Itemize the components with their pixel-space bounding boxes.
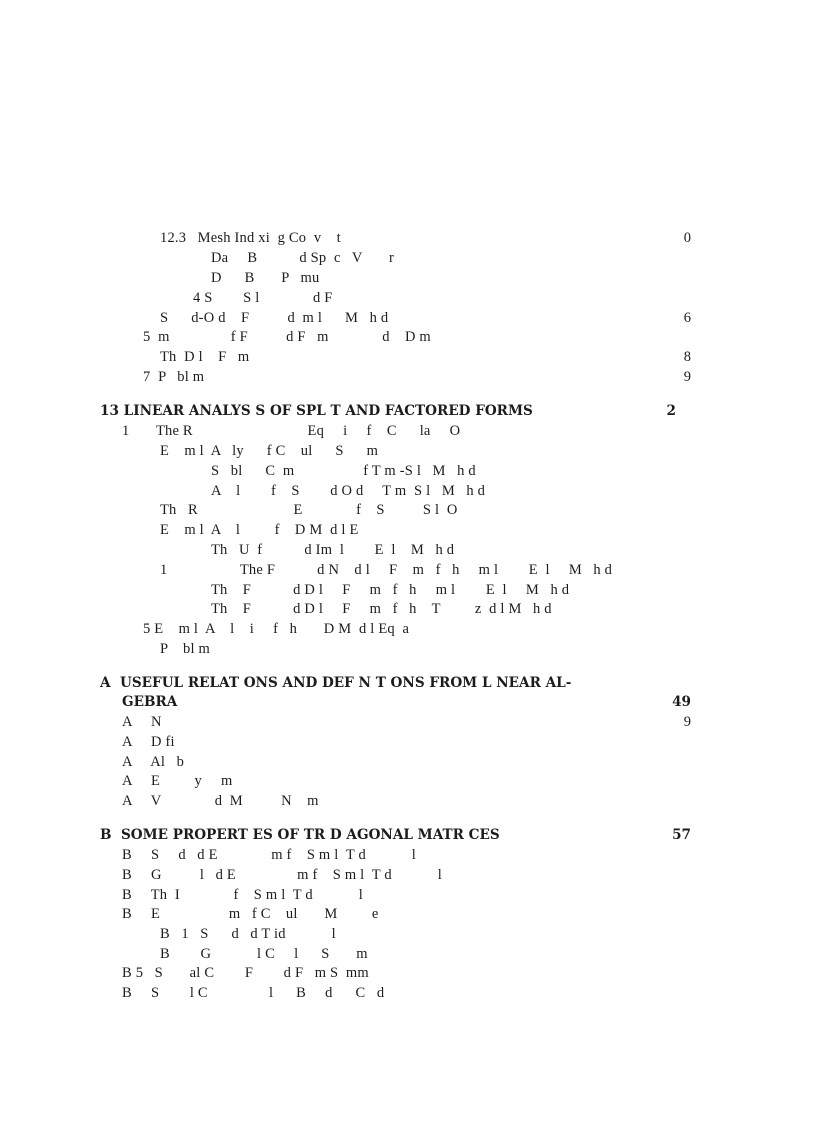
toc-entry: S bl C m f T m -S l M h d (211, 463, 476, 479)
toc-page: 8 (683, 349, 691, 365)
toc-entry: A N (122, 714, 162, 730)
toc-entry: A E y m (122, 773, 233, 789)
toc-page-12-3: 0 (683, 230, 691, 246)
toc-page: 6 (683, 310, 691, 326)
toc-entry: A V d M N m (122, 793, 319, 809)
toc-entry: A l f S d O d T m S l M h d (211, 483, 486, 499)
toc-entry: 1 The R Eq i f C la O (122, 423, 461, 439)
toc-appendix-a-line2: GEBRA (122, 694, 178, 710)
toc-entry: D B P mu (211, 270, 320, 286)
toc-entry: 5 m f F d F m d D m (143, 329, 431, 345)
toc-chapter-13-page: 2 (666, 403, 676, 419)
toc-entry: B E m f C ul M e (122, 906, 379, 922)
toc-entry: Th F d D l F m f h T z d l M h d (211, 601, 552, 617)
toc-entry: S d-O d F d m l M h d (160, 310, 389, 326)
toc-entry: Th F d D l F m f h m l E l M h d (211, 582, 570, 598)
toc-entry: B G l C l S m (160, 946, 368, 962)
toc-entry: 4 S S l d F (193, 290, 333, 306)
toc-entry: B S l C l B d C d (122, 985, 385, 1001)
toc-entry-12-3: 12.3 Mesh Ind xi g Co v t (160, 230, 341, 246)
toc-appendix-a-page: 49 (672, 694, 691, 710)
toc-entry: A Al b (122, 754, 185, 770)
toc-appendix-b-page: 57 (672, 827, 691, 843)
toc-entry: P bl m (160, 641, 211, 657)
toc-entry: Da B d Sp c V r (211, 250, 395, 266)
toc-entry: E m l A l f D M d l E (160, 522, 359, 538)
toc-entry: E m l A ly f C ul S m (160, 443, 379, 459)
toc-entry: Th R E f S S l O (160, 502, 458, 518)
toc-entry: B 5 S al C F d F m S mm (122, 965, 369, 981)
toc-entry: 7 P bl m (143, 369, 205, 385)
toc-entry: 1 The F d N d l F m f h m l E l M h d (160, 562, 613, 578)
toc-appendix-a: A USEFUL RELAT ONS AND DEF N T ONS FROM L NEAR AL- (100, 675, 572, 691)
toc-appendix-b: B SOME PROPERT ES OF TR D AGONAL MATR CES (100, 827, 500, 843)
toc-entry: B S d d E m f S m l T d l (122, 847, 417, 863)
toc-entry: Th D l F m (160, 349, 250, 365)
toc-entry: A D fi (122, 734, 175, 750)
toc-entry: B Th I f S m l T d l (122, 887, 364, 903)
toc-chapter-13: 13 LINEAR ANALYS S OF SPL T AND FACTORED FORMS (100, 403, 533, 419)
toc-entry: 5 E m l A l i f h D M d l Eq a (143, 621, 410, 637)
toc-page: 9 (683, 714, 691, 730)
toc-page: 9 (683, 369, 691, 385)
toc-entry: Th U f d Im l E l M h d (211, 542, 455, 558)
toc-entry: B 1 S d d T id l (160, 926, 336, 942)
toc-entry: B G l d E m f S m l T d l (122, 867, 442, 883)
